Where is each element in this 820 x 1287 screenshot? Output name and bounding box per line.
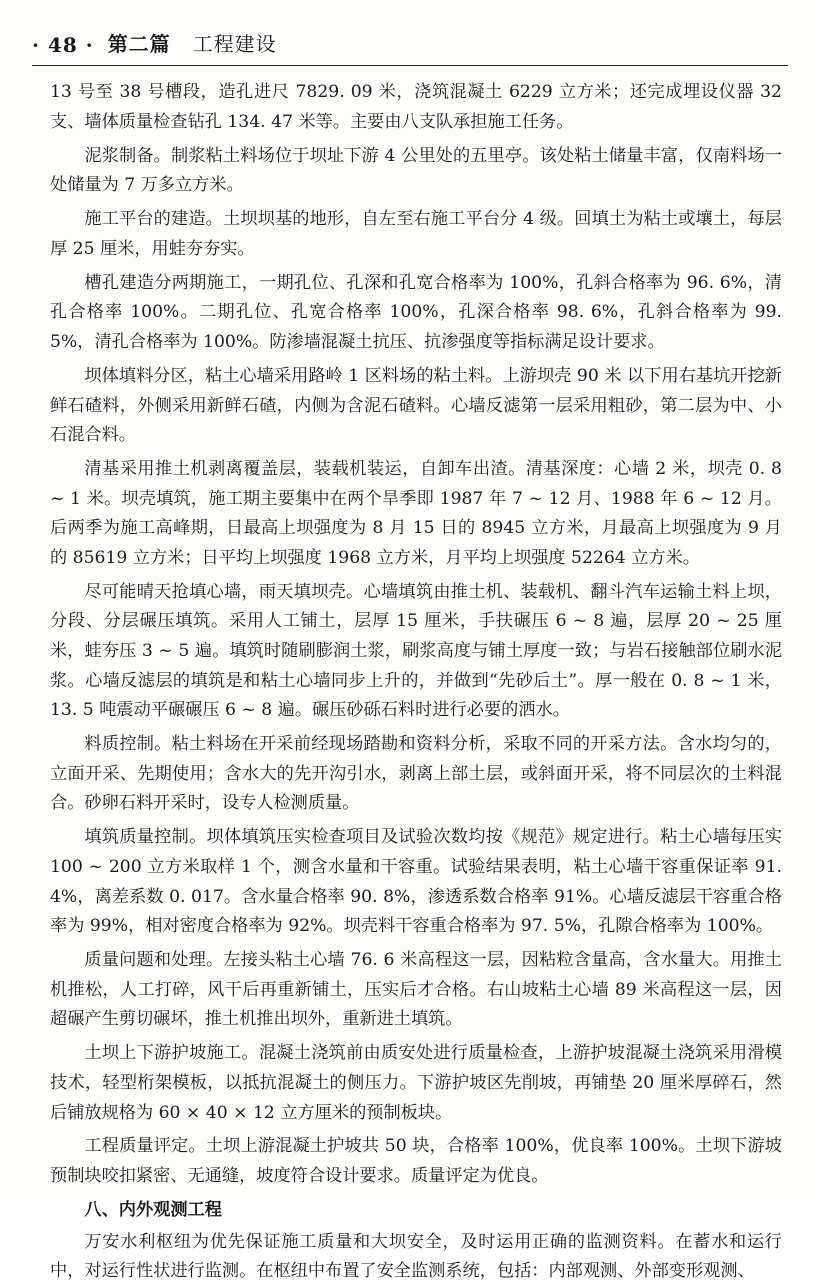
paragraph-slope-protection: 土坝上下游护坡施工。混凝土浇筑前由质安处进行质量检查，上游护坡混凝土浇筑采用滑模技术，轻型桁架模板，以抵抗混凝土的侧压力。下游护坡区先削坡，再铺垫 20 厘米厚碎石，然后铺放规格为 60 × 40 × 12 立方厘米的预制板块。 bbox=[50, 1043, 782, 1123]
paragraph-quality-issues: 质量问题和处理。左接头粘土心墙 76. 6 米高程这一层，因粘粒含量高，含水量大。用推土机推松，人工打碎，风干后再重新铺土，压实后才合格。右山坡粘土心墙 89 米高程这一层，因超碾产生剪切碾坏，推土机推出坝外，重新进土填筑。 bbox=[50, 950, 782, 1030]
paragraph-foundation-clearing: 清基采用推土机剥离覆盖层，装载机装运，自卸车出渣。清基深度：心墙 2 米，坝壳 0. 8 ~ 1 米。坝壳填筑，施工期主要集中在两个旱季即 1987 年 7 ~ 12 月、1988 年 6 ~ 12 月。后两季为施工高峰期，日最高上坝强度为 8 月 15 日的 8945 立方米，月最高上坝强度为 9 月的 85619 立方米；日平均上坝强度 1968 立方米，月平均上坝强度 52264 立方米。 bbox=[50, 459, 782, 568]
paragraph-continuation: 13 号至 38 号槽段，造孔进尺 7829. 09 米，浇筑混凝土 6229 立方米；还完成埋设仪器 32 支、墙体质量检查钻孔 134. 47 米等。主要由八支队承担施工任务。 bbox=[50, 82, 782, 132]
paragraph-core-filling: 尽可能晴天抢填心墙，雨天填坝壳。心墙填筑由推土机、装载机、翻斗汽车运输土料上坝，分段、分层碾压填筑。采用人工铺土，层厚 15 厘米，手扶碾压 6 ~ 8 遍，层厚 20 ~ 25 厘米，蛙夯压 3 ~ 5 遍。填筑时随刷膨润土浆，刷浆高度与铺土厚度一致；与岩石接触部位刷水泥浆。心墙反滤层的填筑是和粘土心墙同步上升的，并做到“先砂后土”。厚一般在 0. 8 ~ 1 米，13. 5 吨震动平碾碾压 6 ~ 8 遍。碾压砂砾石料时进行必要的洒水。 bbox=[50, 581, 782, 721]
page-number: · 48 · bbox=[32, 33, 94, 57]
paragraph-mud-preparation: 泥浆制备。制浆粘土料场位于坝址下游 4 公里处的五里亭。该处粘土储量丰富，仅南料场一处储量为 7 万多立方米。 bbox=[50, 145, 782, 196]
paragraph-trench-construction: 槽孔建造分两期施工，一期孔位、孔深和孔宽合格率为 100%，孔斜合格率为 96. 6%，清孔合格率 100%。二期孔位、孔宽合格率 100%，孔深合格率 98. 6%，孔斜合格率为 99. 5%，清孔合格率为 100%。防渗墙混凝土抗压、抗渗强度等指标满足设计要求。 bbox=[50, 272, 782, 352]
paragraph-fill-quality-control: 填筑质量控制。坝体填筑压实检查项目及试验次数均按《规范》规定进行。粘土心墙每压实 100 ~ 200 立方米取样 1 个，测含水量和干容重。试验结果表明，粘土心墙干容重保证率 91. 4%，离差系数 0. 017。含水量合格率 90. 8%，渗透系数合格率 91%。心墙反滤层干容重合格率为 99%，相对密度合格率为 92%。坝壳料干容重合格率为 97. 5%，孔隙合格率为 100%。 bbox=[50, 827, 782, 937]
section-heading: 八、内外观测工程 bbox=[84, 1200, 222, 1221]
part-title: 第二篇 bbox=[107, 32, 171, 56]
paragraph-quality-evaluation: 工程质量评定。土坝上游混凝土护坡共 50 块，合格率 100%，优良率 100%。土坝下游坡预制块咬扣紧密、无通缝，坡度符合设计要求。质量评定为优良。 bbox=[50, 1136, 782, 1187]
paragraph-material-control: 料质控制。粘土料场在开采前经现场踏勘和资料分析，采取不同的开采方法。含水均匀的，立面开采、先期使用；含水大的先开沟引水，剥离上部土层，或斜面开采，将不同层次的土料混合。砂卵石料开采时，设专人检测质量。 bbox=[50, 734, 782, 814]
paragraph-construction-platform: 施工平台的建造。土坝坝基的地形，自左至右施工平台分 4 级。回填土为粘土或壤土，每层厚 25 厘米，用蛙夯夯实。 bbox=[50, 209, 782, 259]
paragraph-fill-zoning: 坝体填料分区，粘土心墙采用路岭 1 区料场的粘土料。上游坝壳 90 米 以下用右基坑开挖新鲜石碴料，外侧采用新鲜石碴，内侧为含泥石碴料。心墙反滤第一层采用粗砂，第二层为中、小石混合料。 bbox=[50, 365, 782, 446]
paragraph-monitoring: 万安水利枢纽为优先保证施工质量和大坝安全，及时运用正确的监测资料。在蓄水和运行中，对运行性状进行监测。在枢纽中布置了安全监测系统，包括：内部观测、外部变形观测、 bbox=[50, 1231, 782, 1282]
body-text bbox=[50, 78, 782, 1282]
section-title: 工程建设 bbox=[192, 32, 277, 56]
page-header bbox=[32, 26, 788, 66]
